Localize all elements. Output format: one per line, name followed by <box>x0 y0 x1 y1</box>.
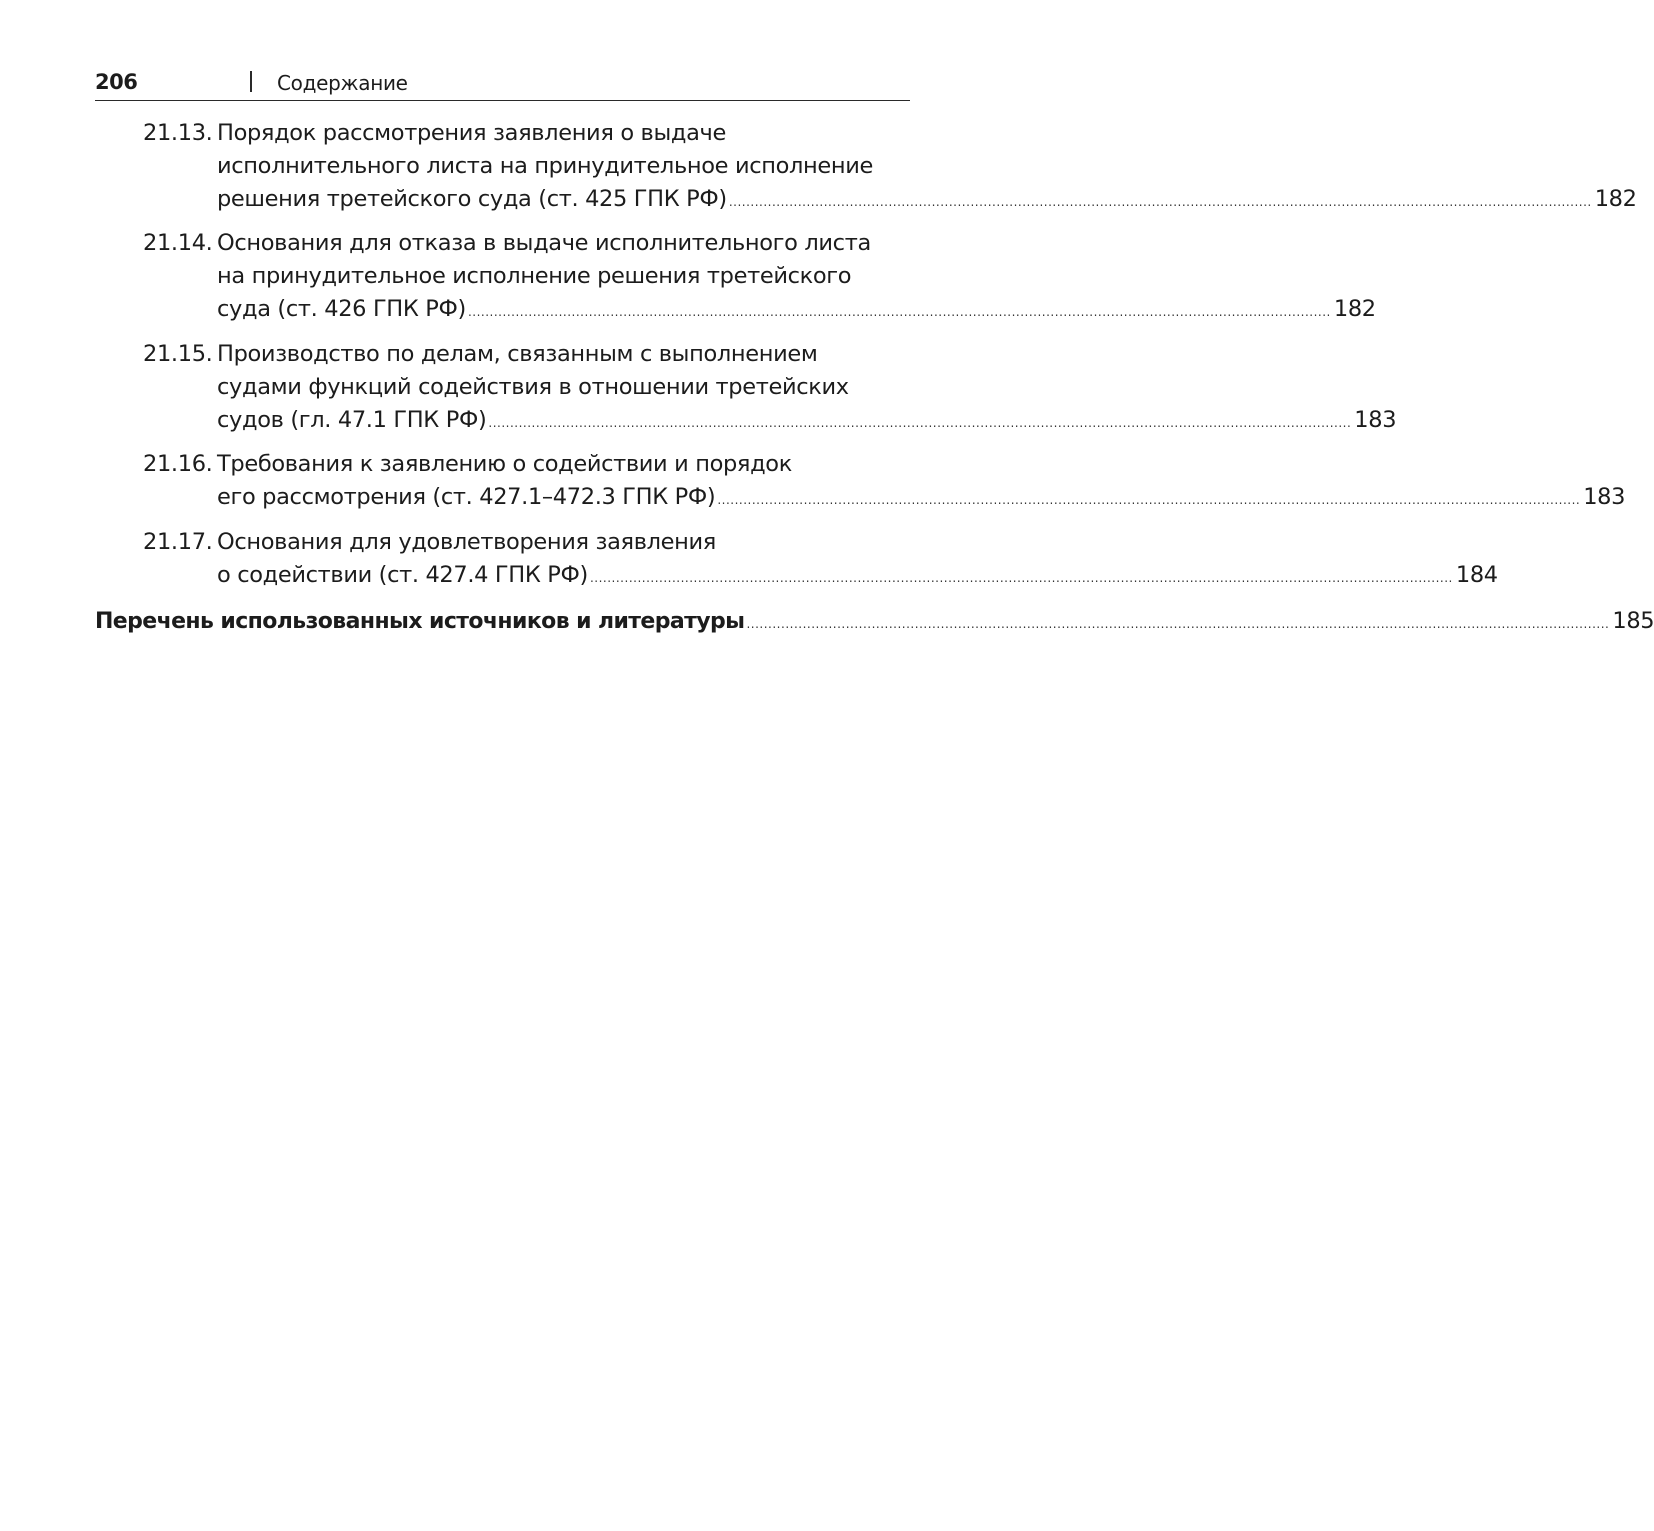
toc-entry-last-line <box>95 605 1654 638</box>
toc-entry-number: 21.13. <box>143 120 213 146</box>
toc-page-number: 183 <box>1354 407 1397 433</box>
dot-leader: ........................................................................................................................................................................................................ <box>746 617 1610 631</box>
toc-entry-title: Перечень использованных источников и литературы <box>95 609 745 634</box>
toc-page-number: 184 <box>1455 562 1498 588</box>
dot-leader: ........................................................................................................................................................................................................ <box>728 195 1592 209</box>
toc-entry-line: исполнительного листа на принудительное исполнение <box>217 153 874 179</box>
toc-entry-text <box>217 448 1626 514</box>
toc-entry-last-line <box>217 481 1626 514</box>
toc-entry-line: Основания для удовлетворения заявления <box>217 529 716 555</box>
page-number: 206 <box>95 70 138 94</box>
toc-entry-last-line <box>217 559 1498 592</box>
toc-entry-text <box>217 526 1498 592</box>
toc-entry-line: суда (ст. 426 ГПК РФ) <box>217 296 466 322</box>
toc-entry-last-line <box>217 293 1376 326</box>
toc-entry-line: Производство по делам, связанным с выполнением <box>217 341 818 367</box>
dot-leader: ........................................................................................................................................................................................................ <box>717 493 1581 507</box>
toc-entry-last-line <box>217 404 1397 437</box>
toc-entry-text <box>217 117 1637 216</box>
header-separator <box>250 71 252 92</box>
toc-entry-line: Основания для отказа в выдаче исполнительного листа <box>217 230 871 256</box>
toc-entry-text <box>217 338 1397 437</box>
toc-entry-line: решения третейского суда (ст. 425 ГПК РФ) <box>217 186 727 212</box>
toc-entry-line: на принудительное исполнение решения третейского <box>217 263 852 289</box>
toc-entry-line: Порядок рассмотрения заявления о выдаче <box>217 120 726 146</box>
toc-entry-number: 21.16. <box>143 451 213 477</box>
toc-entry-text <box>217 227 1376 326</box>
dot-leader: ........................................................................................................................................................................................................ <box>467 305 1331 319</box>
toc-entry-bibliography <box>95 605 1654 638</box>
toc-entry-line: судами функций содействия в отношении третейских <box>217 374 849 400</box>
toc-page-number: 185 <box>1612 608 1654 634</box>
toc-entry-number: 21.15. <box>143 341 213 367</box>
dot-leader: ........................................................................................................................................................................................................ <box>589 571 1453 585</box>
section-title: Содержание <box>277 71 408 95</box>
toc-entry-line: Требования к заявлению о содействии и порядок <box>217 451 792 477</box>
running-head <box>95 66 910 101</box>
toc-entry-number: 21.14. <box>143 230 213 256</box>
toc-page-number: 182 <box>1594 186 1637 212</box>
dot-leader: ........................................................................................................................................................................................................ <box>488 416 1352 430</box>
toc-page-number: 182 <box>1333 296 1376 322</box>
toc-entry-last-line <box>217 183 1637 216</box>
toc-entry-line: его рассмотрения (ст. 427.1–472.3 ГПК РФ) <box>217 484 716 510</box>
toc-entry-line: судов (гл. 47.1 ГПК РФ) <box>217 407 487 433</box>
toc-entry-line: о содействии (ст. 427.4 ГПК РФ) <box>217 562 588 588</box>
toc-entry-number: 21.17. <box>143 529 213 555</box>
toc-page-number: 183 <box>1583 484 1626 510</box>
